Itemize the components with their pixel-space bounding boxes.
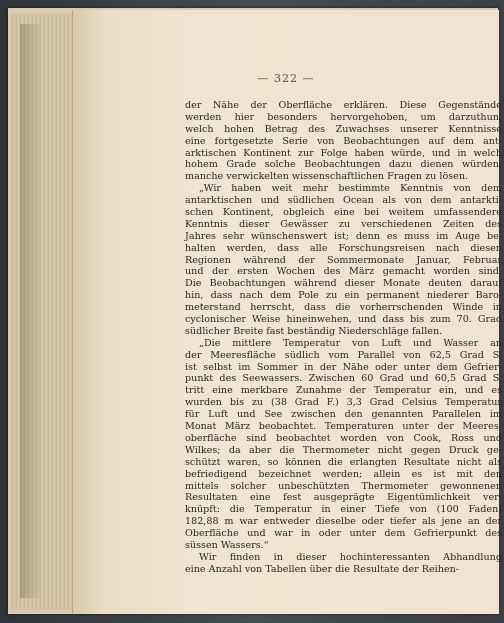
body-text — [185, 100, 502, 576]
text-line: 182,88 m war entweder dieselbe oder tiefer als jene an der — [185, 516, 502, 528]
text-line: oberfläche sind beobachtet worden von Cook, Ross und — [185, 432, 502, 444]
text-line: knüpft: die Temperatur in einer Tiefe von (100 Faden) — [185, 504, 502, 516]
text-line: und der ersten Wochen des März gemacht worden sind. — [185, 266, 502, 278]
text-line: Regionen während der Sommermonate Januar, Februar — [185, 254, 502, 266]
text-line: Resultaten eine fest ausgeprägte Eigentümlichkeit ver- — [185, 492, 502, 504]
text-line: halten werden, dass alle Forschungsreisen nach diesen — [185, 242, 502, 254]
text-line: punkt des Seewassers. Zwischen 60 Grad und 60,5 Grad S. — [185, 373, 502, 385]
text-line: der Nähe der Oberfläche erklären. Diese Gegenstände — [185, 100, 502, 111]
text-line: eine Anzahl von Tabellen über die Resultate der Reihen- — [185, 563, 459, 575]
text-line: arktischen Kontinent zur Folge haben würde, und in welch — [185, 147, 502, 159]
text-line: Jahres sehr wünschenswert ist; denn es muss im Auge be- — [185, 230, 502, 242]
text-line: Kenntnis dieser Gewässer zu verschiedenen Zeiten des — [185, 218, 502, 230]
text-line: meterstand herrscht, dass die vorherrschenden Winde in — [185, 302, 502, 314]
text-line: hohem Grade solche Beobachtungen dazu dienen würden, — [185, 159, 502, 171]
text-line: werden hier besonders hervorgehoben, um darzuthun, — [185, 111, 502, 123]
text-line: Oberfläche und war in oder unter dem Gefrierpunkt des — [185, 528, 502, 540]
text-line: süssen Wassers.“ — [185, 539, 269, 551]
text-line: tritt eine merkbare Zunahme der Temperatur ein, und es — [185, 385, 502, 397]
text-line: befriedigend bezeichnet werden; allein es ist mit den — [185, 468, 502, 480]
text-line: eine fortgesetzte Serie von Beobachtungen auf dem ant- — [185, 135, 502, 147]
text-line: cyclonischer Weise hineinwehen, und dass bis zum 70. Grad — [185, 314, 502, 326]
text-line: mittels solcher unbeschützten Thermometer gewonnenen — [185, 480, 502, 492]
text-line: welch hohen Betrag des Zuwachses unserer Kenntnisse — [185, 123, 502, 135]
text-line: für Luft und See zwischen den genannten Parallelen im — [185, 409, 502, 421]
text-line: schützt waren, so können die erlangten Resultate nicht als — [185, 456, 502, 468]
text-line: südlicher Breite fast beständig Niederschläge fallen. — [185, 325, 443, 337]
text-line: Wir finden in dieser hochinteressanten Abhandlung — [199, 551, 502, 563]
text-line: schen Kontinent, obgleich eine bei weitem umfassendere — [185, 207, 502, 219]
text-line: wurden bis zu (38 Grad F.) 3,3 Grad Celsius Temperatur — [185, 397, 502, 409]
text-line: „Die mittlere Temperatur von Luft und Wasser an — [199, 337, 502, 349]
text-line: ist selbst im Sommer in der Nähe oder unter dem Gefrier- — [185, 361, 502, 373]
text-line: „Wir haben weit mehr bestimmte Kenntnis von dem — [199, 183, 502, 195]
text-line: hin, dass nach dem Pole zu ein permanent niederer Baro- — [185, 290, 502, 302]
text-line: Monat März beobachtet. Temperaturen unter der Meeres- — [185, 421, 502, 433]
text-line: antarktischen und südlichen Ocean als von dem antarkti- — [185, 195, 502, 207]
page-number: — 322 — — [257, 72, 315, 85]
gutter-shadow — [20, 24, 42, 598]
text-line: der Meeresfläche südlich vom Parallel von 62,5 Grad S. — [185, 349, 502, 361]
text-line: Wilkes; da aber die Thermometer nicht gegen Druck ge- — [185, 444, 502, 456]
book-page — [72, 10, 502, 614]
text-line: Die Beobachtungen während dieser Monate deuten darauf — [185, 278, 502, 290]
text-line: manche verwickelten wissenschaftlichen Fragen zu lösen. — [185, 171, 469, 183]
